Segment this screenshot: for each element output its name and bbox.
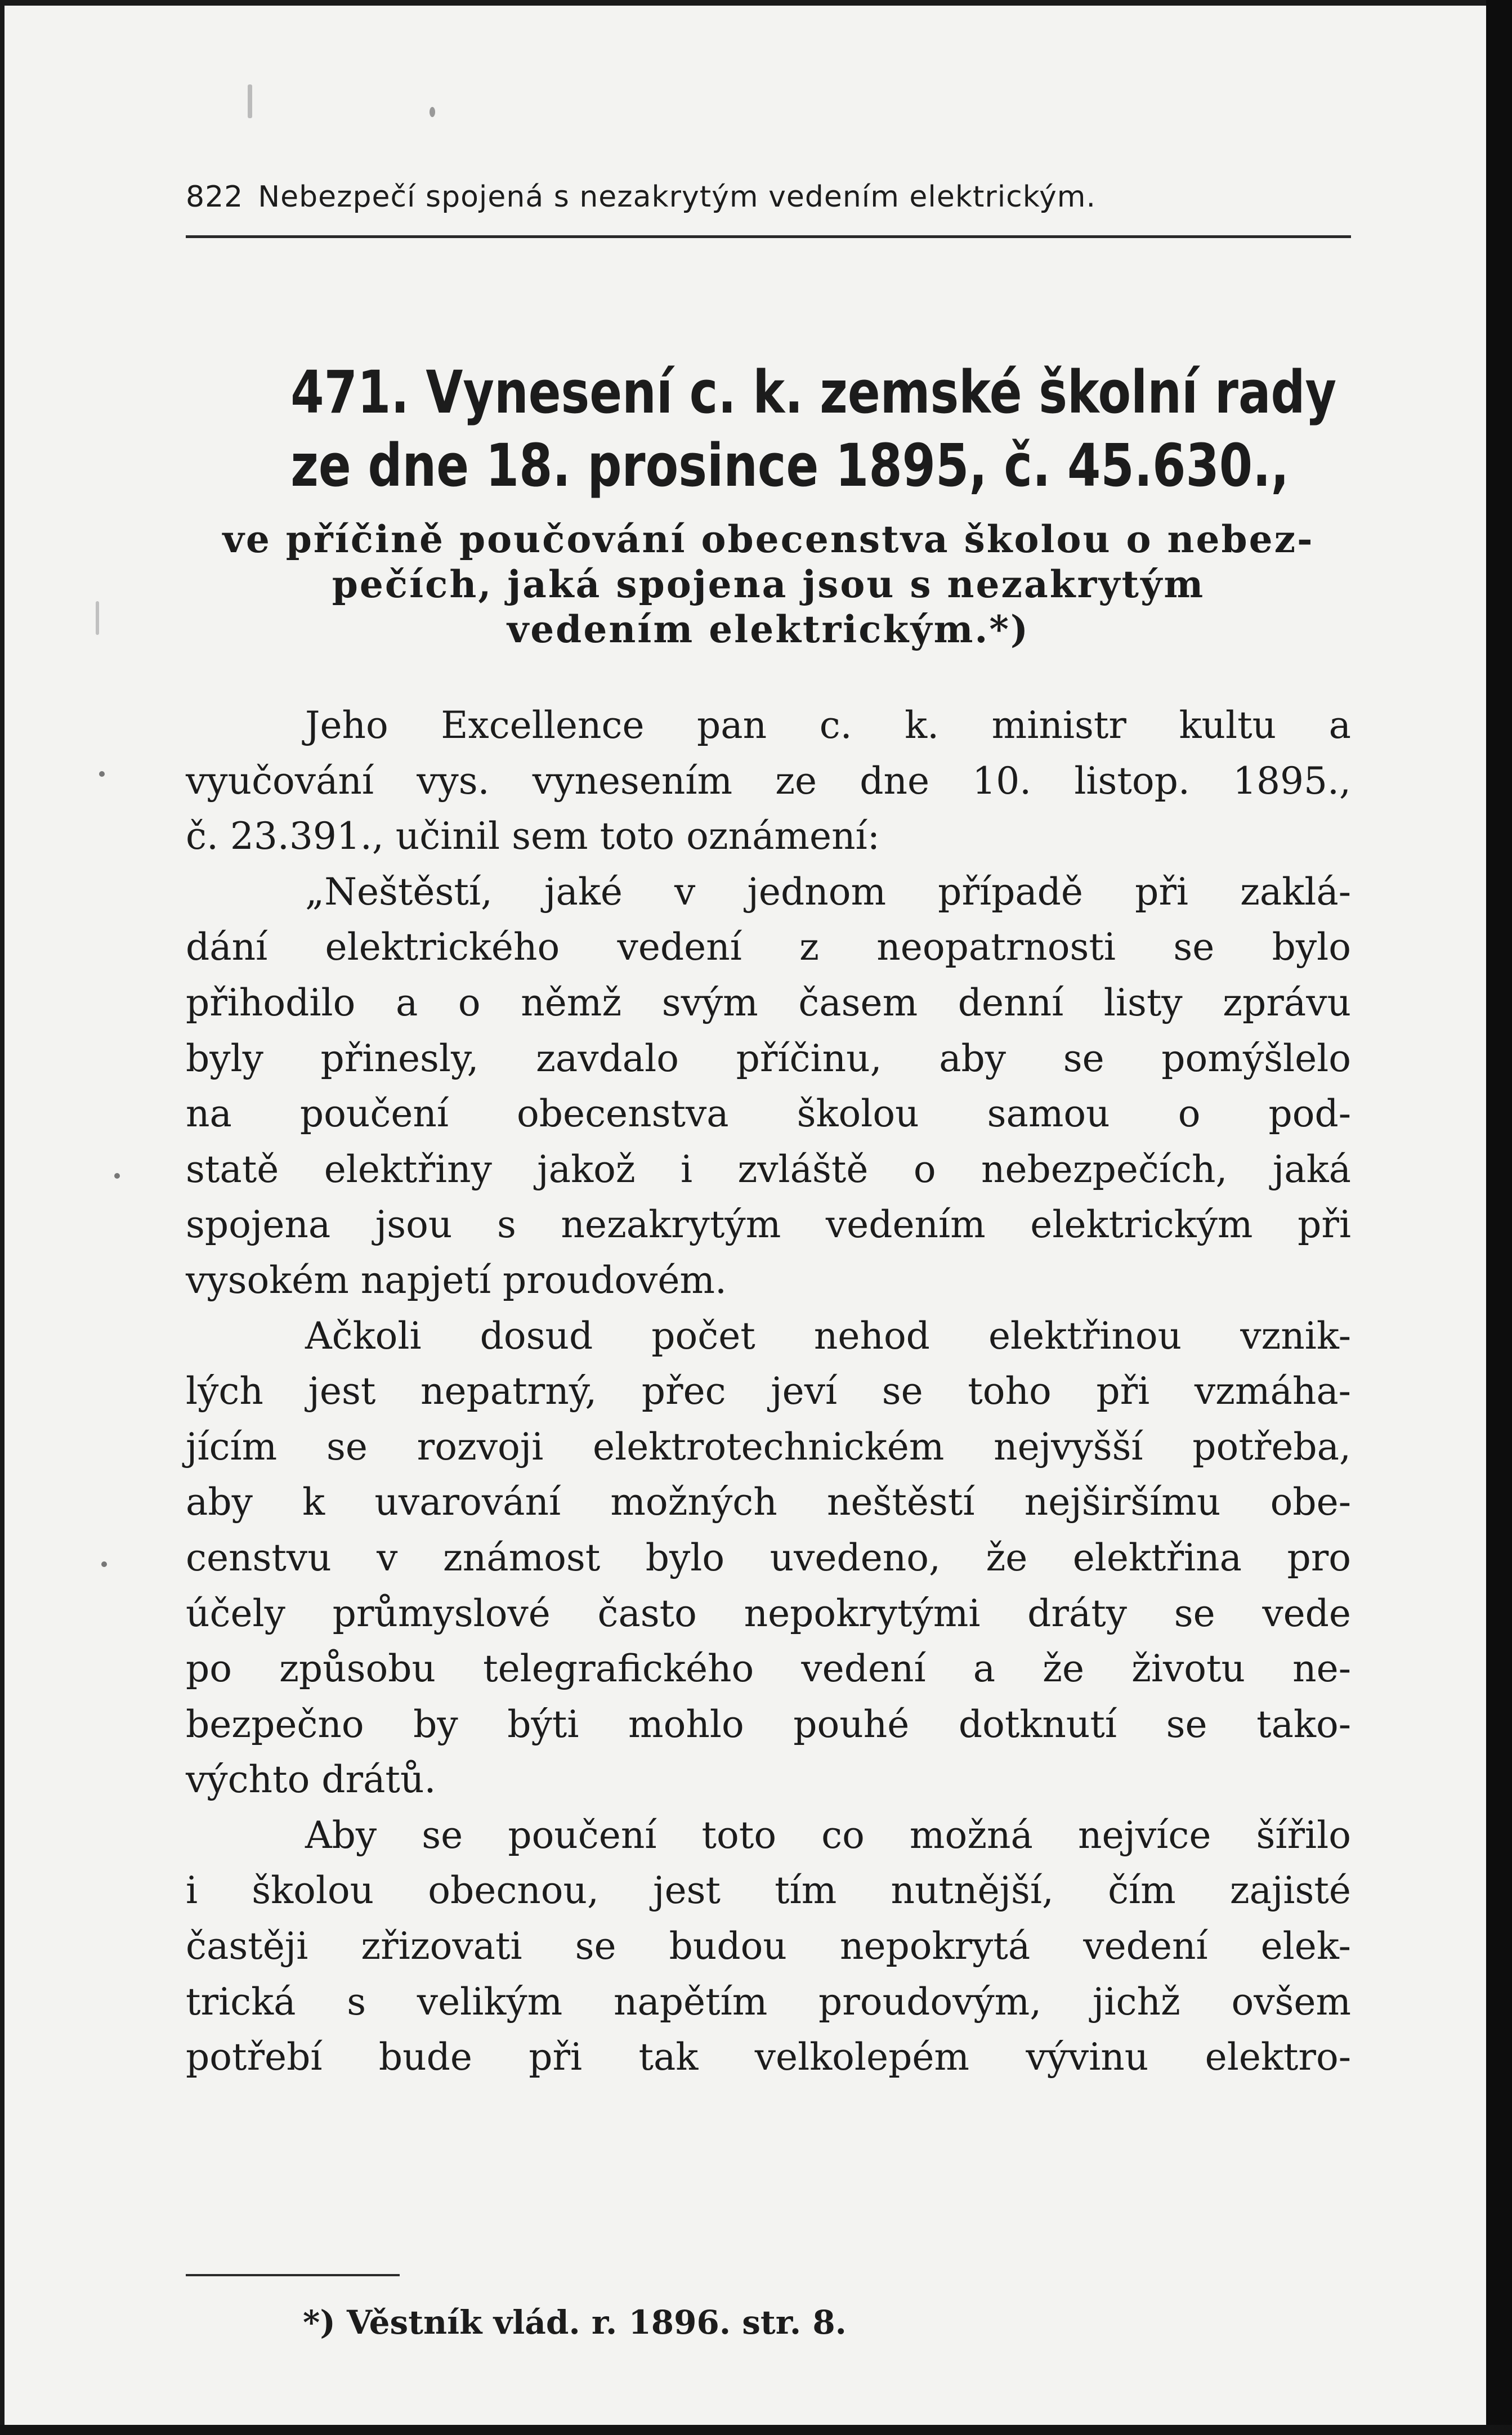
text-line: Ačkoli dosud počet nehod elektřinou vznik- — [305, 1314, 1351, 1358]
paper-speck — [114, 1173, 120, 1179]
text-line: Jeho Excellence pan c. k. ministr kultu a — [305, 704, 1351, 747]
section-title — [290, 356, 1337, 502]
scan-edge-right — [1486, 0, 1512, 2435]
subtitle-line: ve příčině poučování obecenstva školou o nebez- — [222, 517, 1314, 561]
text-line: po způsobu telegrafického vedení a že životu ne- — [186, 1647, 1351, 1691]
text-line: censtvu v známost bylo uvedeno, že elektřina pro — [186, 1536, 1351, 1579]
text-line: aby k uvarování možných neštěstí nejširšímu obe- — [186, 1480, 1351, 1524]
text-line: statě elektřiny jakož i zvláště o nebezpečích, jaká — [186, 1147, 1351, 1191]
text-line: byly přinesly, zavdalo příčinu, aby se pomýšlelo — [186, 1036, 1351, 1080]
text-line: jícím se rozvoji elektrotechnickém nejvyšší potřeba, — [186, 1425, 1351, 1469]
body-text — [186, 698, 1351, 2085]
text-line: přihodilo a o němž svým časem denní listy zprávu — [186, 981, 1351, 1024]
paper-speck — [101, 1561, 107, 1567]
header-rule — [186, 235, 1351, 238]
text-line: č. 23.391., učinil sem toto oznámení: — [186, 814, 880, 858]
running-header — [186, 180, 1351, 214]
text-line: „Neštěstí, jaké v jednom případě při zaklá- — [305, 870, 1351, 914]
text-line: účely průmyslové často nepokrytými dráty se vede — [186, 1591, 1351, 1635]
text-line: potřebí bude při tak velkolepém vývinu elektro- — [186, 2035, 1351, 2079]
title-line: 471. Vynesení c. k. zemské školní rady — [290, 358, 1337, 427]
paper-speck — [99, 771, 105, 777]
text-line: spojena jsou s nezakrytým vedením elektrickým při — [186, 1203, 1351, 1247]
text-line: dání elektrického vedení z neopatrnosti se bylo — [186, 925, 1351, 969]
paper-speck — [96, 601, 99, 635]
text-line: trická s velikým napětím proudovým, jichž ovšem — [186, 1980, 1351, 2024]
text-line: na poučení obecenstva školou samou o pod- — [186, 1092, 1351, 1136]
book-page — [5, 6, 1486, 2426]
footnote-rule — [186, 2274, 400, 2276]
text-line: bezpečno by býti mohlo pouhé dotknutí se tako- — [186, 1702, 1351, 1746]
text-line: vysokém napjetí proudovém. — [186, 1258, 727, 1302]
text-line: vyučování vys. vynesením ze dne 10. listop. 1895., — [186, 759, 1351, 803]
text-line: častěji zřizovati se budou nepokrytá vedení elek- — [186, 1924, 1351, 1968]
text-line: Aby se poučení toto co možná nejvíce šířilo — [305, 1813, 1351, 1857]
subtitle-line: pečích, jaká spojena jsou s nezakrytým — [332, 562, 1205, 606]
text-line: výchto drátů. — [186, 1758, 436, 1802]
subtitle-line: vedením elektrickým.*) — [507, 607, 1030, 651]
section-subtitle — [186, 517, 1351, 652]
paper-speck — [248, 84, 252, 118]
running-title: Nebezpečí spojená s nezakrytým vedením elektrickým. — [258, 180, 1096, 214]
page-number: 822 — [186, 180, 244, 214]
text-line: lých jest nepatrný, přec jeví se toho při vzmáha- — [186, 1369, 1351, 1413]
paper-speck — [430, 107, 435, 117]
scan-edge-bottom — [0, 2425, 1512, 2435]
text-line: i školou obecnou, jest tím nutnější, čím zajisté — [186, 1869, 1351, 1913]
title-line: ze dne 18. prosince 1895, č. 45.630., — [290, 431, 1289, 500]
footnote: *) Věstník vlád. r. 1896. str. 8. — [303, 2303, 847, 2342]
